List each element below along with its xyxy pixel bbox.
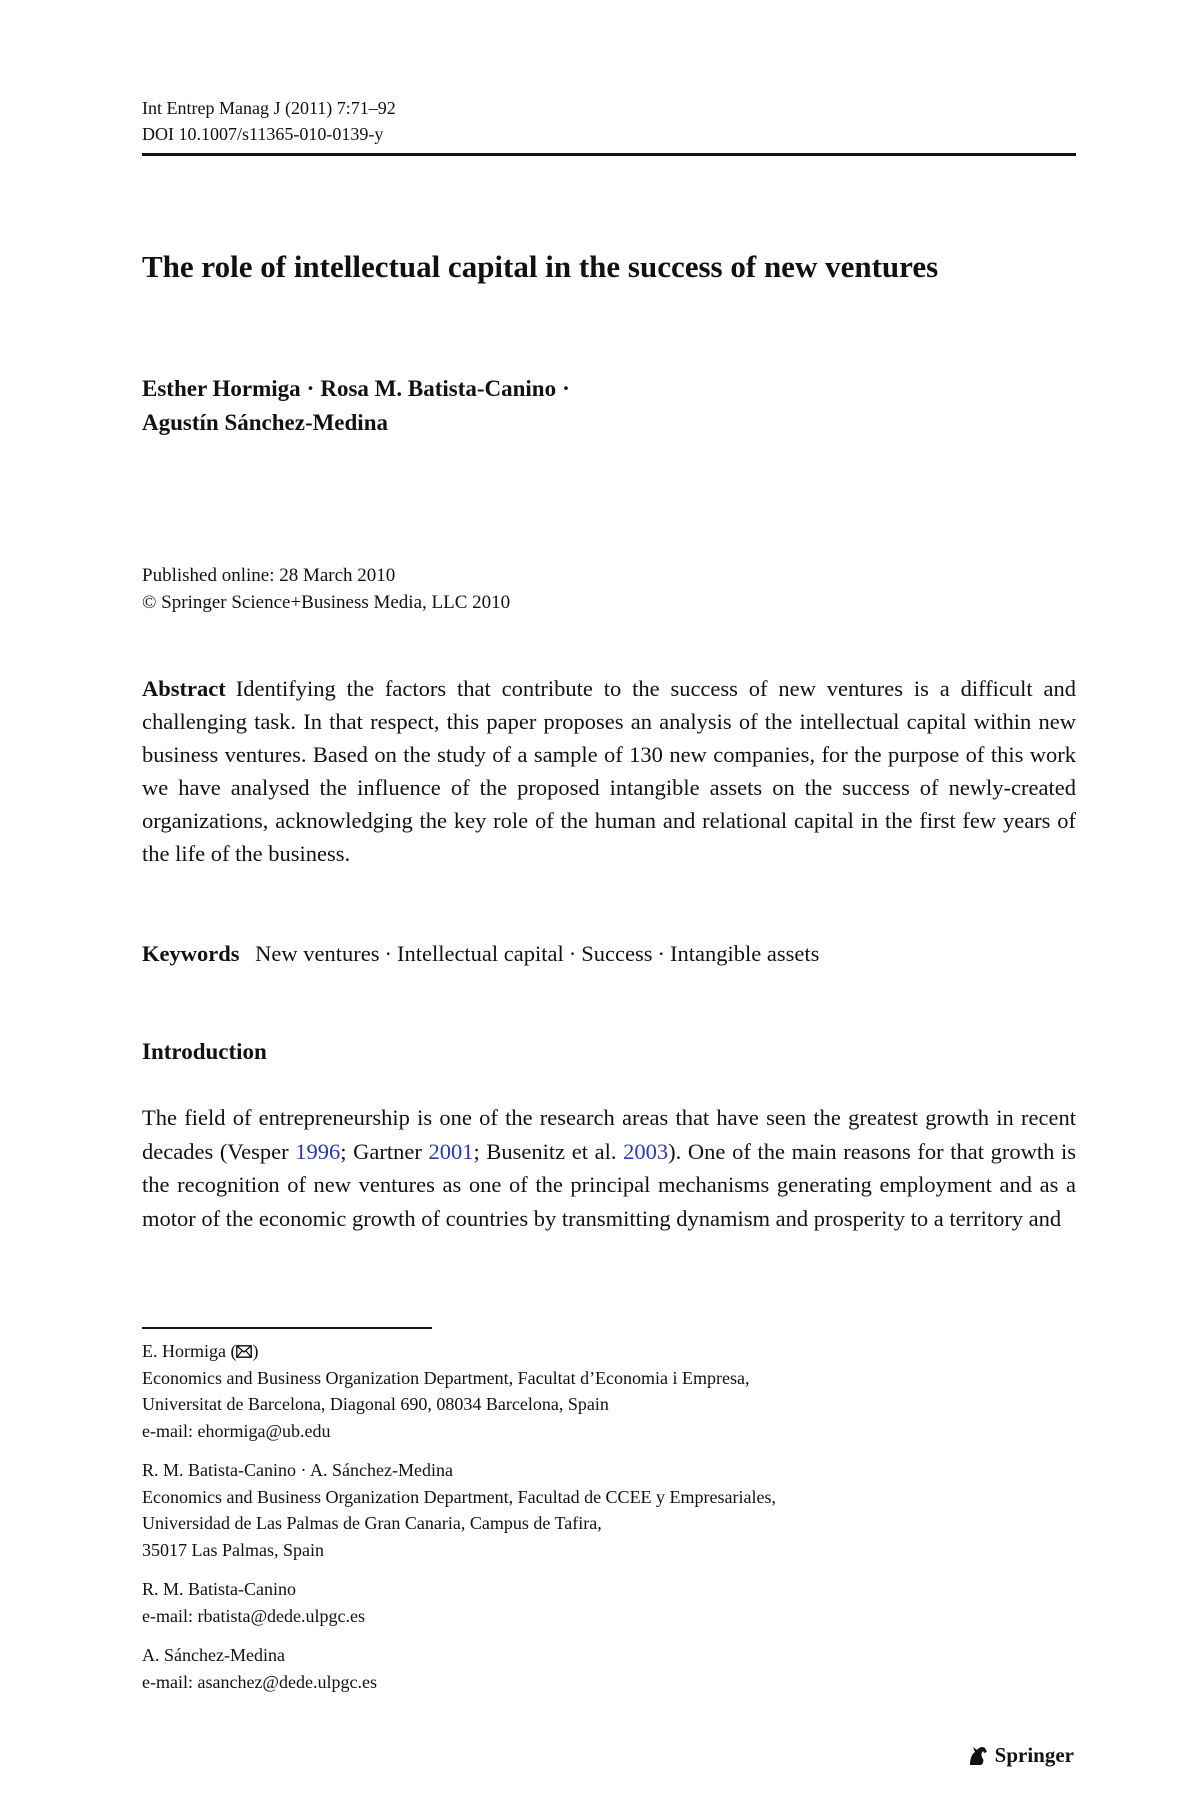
introduction-paragraph	[142, 1101, 1076, 1235]
author-2: Rosa M. Batista-Canino	[320, 376, 557, 401]
author-name: A. Sánchez-Medina	[142, 1645, 285, 1665]
keyword-item: Intellectual capital	[396, 941, 564, 966]
journal-doi: DOI 10.1007/s11365-010-0139-y	[142, 124, 384, 144]
affiliation-line: Universitat de Barcelona, Diagonal 690, 08034 Barcelona, Spain	[142, 1394, 609, 1414]
affiliation-sanchez	[142, 1642, 1076, 1695]
publisher-logo	[965, 1742, 1074, 1768]
email-address[interactable]: e-mail: rbatista@dede.ulpgc.es	[142, 1605, 365, 1626]
publication-info	[142, 562, 510, 616]
published-date: Published online: 28 March 2010	[142, 565, 396, 586]
keyword-item: New ventures	[255, 941, 380, 966]
affiliation-line: Economics and Business Organization Department, Facultad de CCEE y Empresariales,	[142, 1486, 777, 1507]
corresponding-author	[142, 1338, 1076, 1365]
intro-text: ; Gartner	[340, 1138, 429, 1164]
email-address[interactable]: e-mail: ehormiga@ub.edu	[142, 1420, 331, 1441]
paper-title: The role of intellectual capital in the success of new ventures	[142, 249, 939, 284]
citation-link-busenitz[interactable]: 2003	[623, 1138, 669, 1164]
keyword-separator: ·	[657, 941, 666, 966]
author-3: Agustín Sánchez-Medina	[142, 410, 388, 435]
citation-link-gartner[interactable]: 2001	[428, 1138, 474, 1164]
footnote-rule	[142, 1327, 432, 1329]
keyword-separator: ·	[568, 941, 577, 966]
author-name: E. Hormiga (	[142, 1341, 237, 1361]
abstract-label: Abstract	[142, 676, 226, 701]
keyword-item: Success	[581, 941, 653, 966]
publisher-name: Springer	[994, 1742, 1074, 1767]
affiliation-hormiga	[142, 1338, 1076, 1444]
keyword-separator: ·	[384, 941, 392, 966]
intro-text: The field of entrepreneurship is one of the research areas that have seen the greatest growth in recent decades (Vesper	[142, 1105, 1076, 1164]
journal-info	[142, 95, 396, 147]
author-separator: ·	[306, 376, 315, 401]
author-list	[142, 372, 576, 440]
affiliation-footnotes	[142, 1338, 1076, 1708]
introduction-heading: Introduction	[142, 1039, 267, 1064]
keywords-label: Keywords	[142, 941, 240, 966]
citation-link-vesper[interactable]: 1996	[295, 1138, 341, 1164]
journal-citation: Int Entrep Manag J (2011) 7:71–92	[142, 98, 396, 118]
paper-page	[142, 0, 1076, 1820]
header-rule	[142, 153, 1076, 156]
envelope-icon	[236, 1345, 252, 1358]
author-1: Esther Hormiga	[142, 376, 301, 401]
affiliation-others	[142, 1457, 1076, 1563]
intro-text: ; Busenitz et al.	[473, 1138, 624, 1164]
author-names: R. M. Batista-Canino · A. Sánchez-Medina	[142, 1460, 453, 1480]
abstract-text: Identifying the factors that contribute to the success of new ventures is a difficult and challenging task. In that respect, this paper proposes an analysis of the intellectual capital within new business ventures. Based on the study of a sample of 130 new companies, for the purpose of this work we have analysed the influence of the proposed intangible assets on the success of newly-created organizations, acknowledging the key role of the human and relational capital in the first few years of the life of the business.	[142, 676, 1076, 866]
abstract	[142, 672, 1076, 870]
keyword-item: Intangible assets	[670, 941, 820, 966]
affiliation-line: Universidad de Las Palmas de Gran Canaria, Campus de Tafira,	[142, 1513, 602, 1533]
author-name-end: )	[252, 1341, 259, 1361]
copyright-line: © Springer Science+Business Media, LLC 2010	[142, 592, 511, 613]
keywords	[142, 937, 1076, 970]
email-address[interactable]: e-mail: asanchez@dede.ulpgc.es	[142, 1671, 377, 1692]
affiliation-line: Economics and Business Organization Department, Facultat d’Economia i Empresa,	[142, 1367, 750, 1388]
affiliation-batista	[142, 1576, 1076, 1629]
author-separator: ·	[562, 376, 570, 401]
affiliation-line: 35017 Las Palmas, Spain	[142, 1539, 324, 1560]
author-name: R. M. Batista-Canino	[142, 1579, 296, 1599]
intro-text: ). One of the main reasons for that growth is the recognition of new ventures as one of the principal mechanisms generating employment and as a motor of the economic growth of countries by transmitting dynamism and prosperity to a territory and	[142, 1138, 1077, 1231]
springer-horse-icon	[965, 1742, 991, 1768]
